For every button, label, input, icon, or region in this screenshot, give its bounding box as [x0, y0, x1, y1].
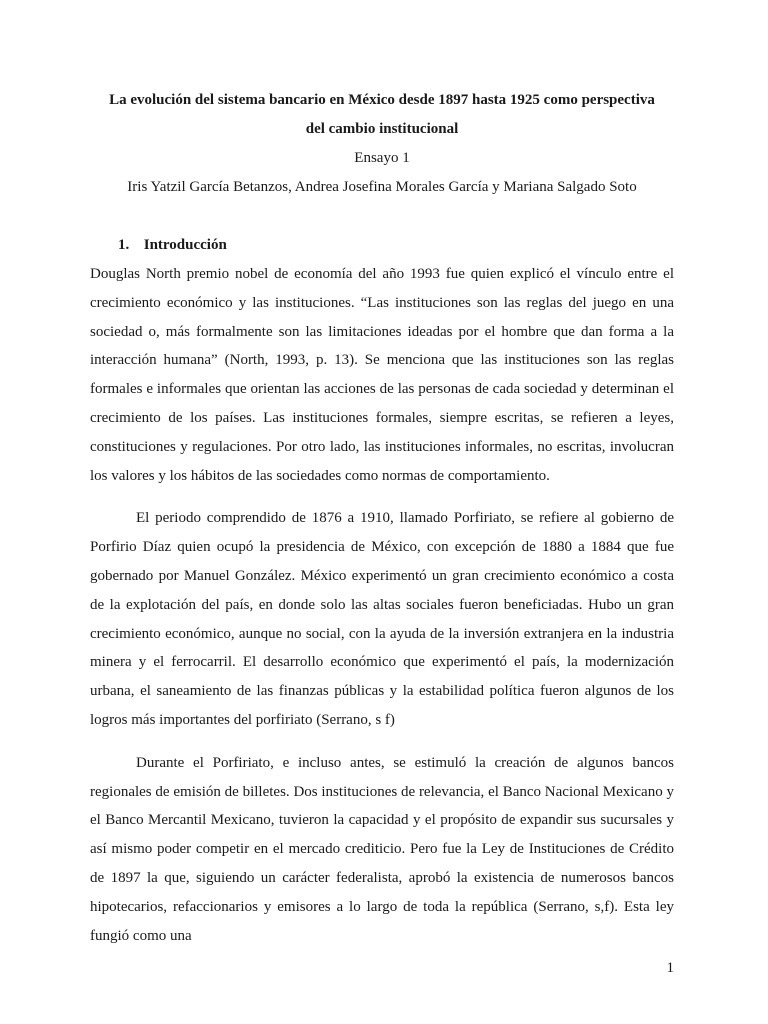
- document-title-line-2: del cambio institucional: [305, 121, 459, 137]
- section-title: Introducción: [143, 237, 227, 253]
- paragraph-1: Douglas North premio nobel de economía del año 1993 fue quien explicó el vínculo entre el crecimiento económico y las instituciones. “Las instituciones son las reglas del juego en una sociedad o, más formalmente son las limitaciones ideadas por el hombre que dan forma a la interacción humana” (North, 1993, p. 13). Se menciona que las instituciones son las reglas formales e informales que orientan las acciones de las personas de cada sociedad y determinan el crecimiento de los países. Las instituciones formales, siempre escritas, se refieren a leyes, constituciones y regulaciones. Por otro lado, las instituciones informales, no escritas, involucran los valores y los hábitos de las sociedades como normas de comportamiento.: [90, 266, 674, 484]
- section-number: 1.: [118, 237, 130, 253]
- paragraph-2: El periodo comprendido de 1876 a 1910, llamado Porfiriato, se refiere al gobierno de Porfirio Díaz quien ocupó la presidencia de México, con excepción de 1880 a 1884 que fue gobernado por Manuel González. México experimentó un gran crecimiento económico a costa de la explotación del país, en donde solo las altas sociales fueron beneficiadas. Hubo un gran crecimiento económico, aunque no social, con la ayuda de la inversión extranjera en la industria minera y el ferrocarril. El desarrollo económico que experimentó el país, la modernización urbana, el saneamiento de las finanzas públicas y la estabilidad política fueron algunos de los logros más importantes del porfiriato (Serrano, s f): [90, 510, 674, 728]
- document-authors: Iris Yatzil García Betanzos, Andrea Josefina Morales García y Mariana Salgado Soto: [127, 179, 637, 195]
- document-title-line-1: La evolución del sistema bancario en México desde 1897 hasta 1925 como perspectiva: [109, 92, 655, 108]
- page-number: 1: [666, 960, 674, 976]
- section-heading: [90, 231, 674, 260]
- document-page: [90, 86, 674, 950]
- paragraph-3: Durante el Porfiriato, e incluso antes, se estimuló la creación de algunos bancos regionales de emisión de billetes. Dos instituciones de relevancia, el Banco Nacional Mexicano y el Banco Mercantil Mexicano, tuvieron la capacidad y el propósito de expandir sus sucursales y así mismo poder competir en el mercado crediticio. Pero fue la Ley de Instituciones de Crédito de 1897 la que, siguiendo un carácter federalista, aprobó la existencia de numerosos bancos hipotecarios, refaccionarios y emisores a lo largo de toda la república (Serrano, s,f). Esta ley fungió como una: [90, 754, 674, 944]
- document-subtitle: Ensayo 1: [354, 150, 410, 166]
